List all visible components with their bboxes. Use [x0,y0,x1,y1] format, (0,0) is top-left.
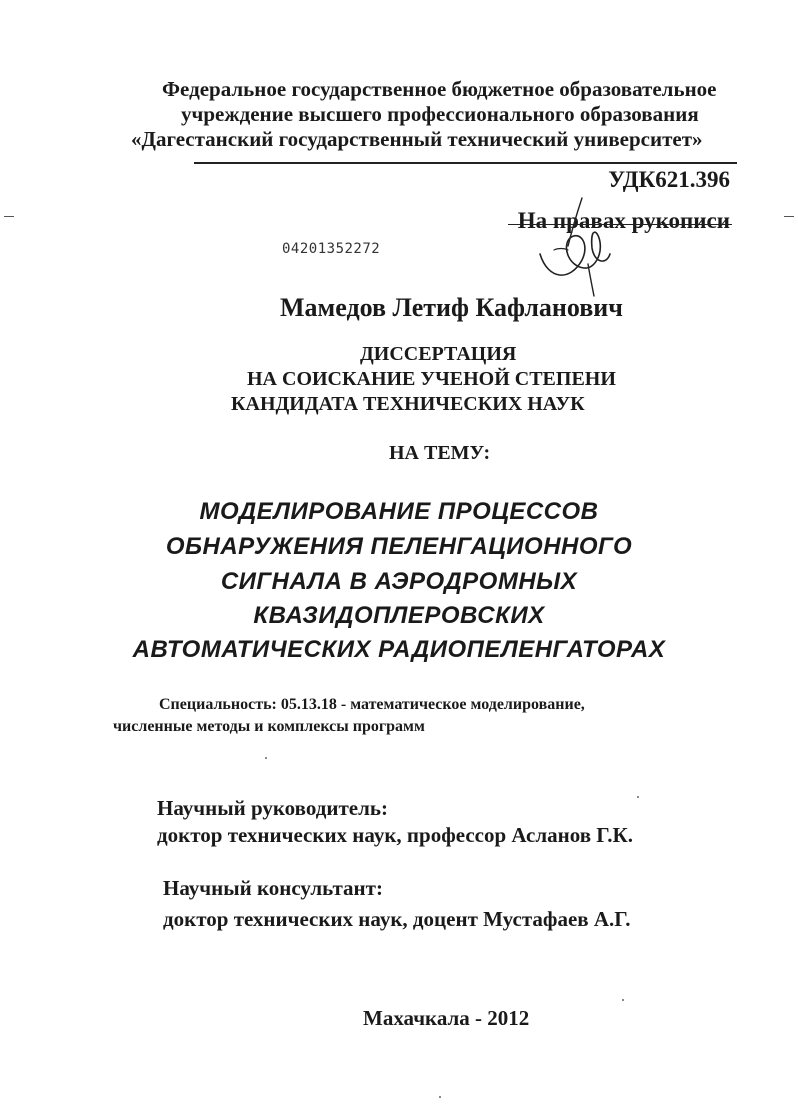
dissertation-line-2: НА СОИСКАНИЕ УЧЕНОЙ СТЕПЕНИ [247,368,616,390]
institution-line-1: Федеральное государственное бюджетное образовательное [162,77,717,101]
registration-number: 04201352272 [282,241,381,257]
topic-label: НА ТЕМУ: [389,442,491,464]
topic-line-3: СИГНАЛА В АЭРОДРОМНЫХ [220,568,578,595]
scan-edge-mark-left [4,216,14,217]
city-year: Махачкала - 2012 [363,1006,530,1030]
author-name: Мамедов Летиф Кафланович [280,293,623,322]
institution-line-3: «Дагестанский государственный технический университет» [131,127,703,151]
supervisor-value: доктор технических наук, профессор Асланов Г.К. [157,823,634,847]
dissertation-line-3: КАНДИДАТА ТЕХНИЧЕСКИХ НАУК [231,393,585,415]
signature-image [510,190,620,300]
dissertation-line-1: ДИССЕРТАЦИЯ [360,343,517,365]
scan-speck [439,1096,441,1098]
specialty-line-2: численные методы и комплексы программ [113,718,425,735]
consultant-label: Научный консультант: [163,876,383,900]
header-divider [194,162,737,164]
topic-line-1: МОДЕЛИРОВАНИЕ ПРОЦЕССОВ [199,498,599,525]
consultant-value: доктор технических наук, доцент Мустафаев А.Г. [163,907,631,931]
topic-line-2: ОБНАРУЖЕНИЯ ПЕЛЕНГАЦИОННОГО [165,533,633,560]
scan-edge-mark-right [784,216,794,217]
udk-code: УДК621.396 [608,167,730,192]
institution-line-2: учреждение высшего профессионального образования [181,102,699,126]
scan-speck [637,796,639,798]
topic-line-5: АВТОМАТИЧЕСКИХ РАДИОПЕЛЕНГАТОРАХ [132,636,666,663]
manuscript-note: На правах рукописи [517,208,730,233]
supervisor-label: Научный руководитель: [157,796,388,820]
topic-line-4: КВАЗИДОПЛЕРОВСКИХ [253,602,545,629]
scan-speck [265,757,267,759]
specialty-line-1: Специальность: 05.13.18 - математическое моделирование, [159,696,585,713]
scan-speck [622,999,624,1001]
